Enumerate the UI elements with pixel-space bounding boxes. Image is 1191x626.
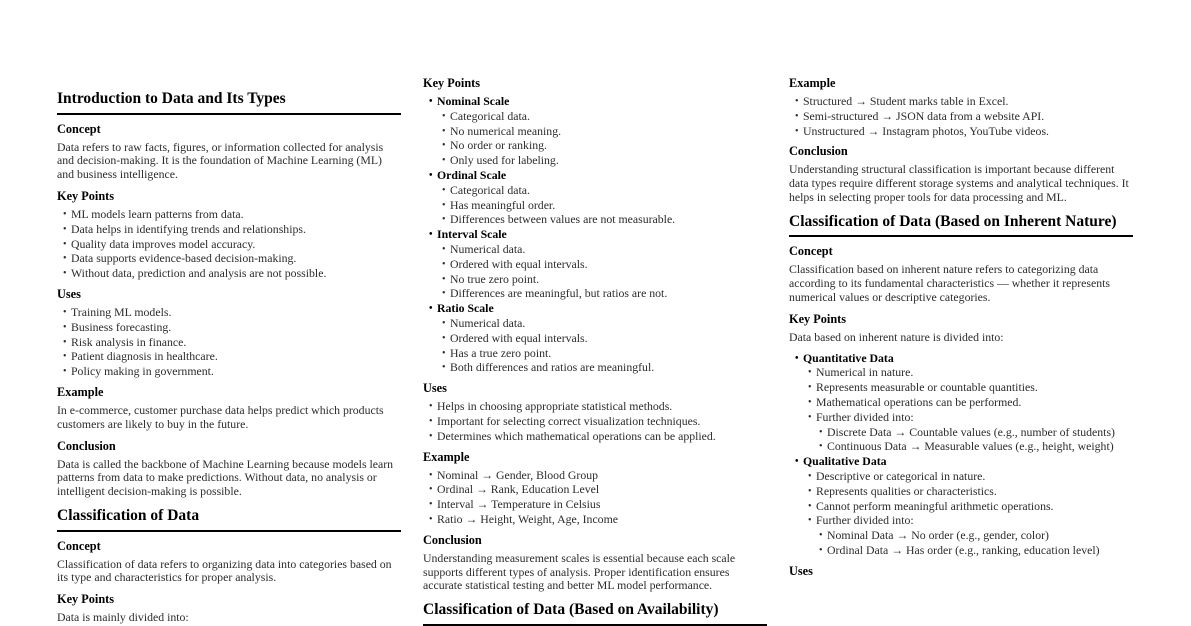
bullet-icon: • xyxy=(442,273,446,285)
list-item xyxy=(789,440,1133,454)
section-heading: Classification of Data (Based on Inherent Nature) xyxy=(789,213,1133,238)
list-item xyxy=(57,267,401,281)
list-item xyxy=(57,321,401,335)
bullet-icon: • xyxy=(442,155,446,167)
bullet-icon: • xyxy=(63,208,67,220)
list-item xyxy=(423,110,767,124)
list-item xyxy=(789,352,1133,366)
paragraph: Understanding structural classification is important because different data types require different storage systems and analytical techniques. It helps in selecting proper tools for data processing and ML. xyxy=(789,162,1129,204)
bullet-icon: • xyxy=(795,125,799,137)
bullet-icon: • xyxy=(429,96,433,107)
bullet-icon: • xyxy=(63,336,67,348)
list-item xyxy=(789,366,1133,380)
list-item-text: Without data, prediction and analysis are not possible. xyxy=(71,266,327,281)
list-item-text: No true zero point. xyxy=(450,271,540,286)
list-item-text: Has meaningful order. xyxy=(450,197,556,212)
bullet-icon: • xyxy=(795,456,799,468)
bullet-icon: • xyxy=(429,499,433,511)
bullet-icon: • xyxy=(442,362,446,374)
list-item xyxy=(423,139,767,153)
list-item xyxy=(423,317,767,331)
paragraph: Data is called the backbone of Machine Learning because models learn patterns from data to make predictions. Without data, no analysis or intelligent decision-making is possible. xyxy=(57,456,394,499)
bullet-icon: • xyxy=(442,258,446,270)
section-heading: Classification of Data xyxy=(57,507,401,532)
subsection-heading: Example xyxy=(423,449,470,464)
bullet-icon: • xyxy=(808,396,812,408)
bullet-icon: • xyxy=(429,484,433,496)
bullet-icon: • xyxy=(429,415,433,427)
list-item xyxy=(423,169,767,183)
bullet-icon: • xyxy=(808,485,812,497)
list-item-text: Unstructured → Instagram photos, YouTube videos. xyxy=(803,123,1049,138)
list-item xyxy=(423,430,767,444)
list-item-text: Has a true zero point. xyxy=(450,345,552,360)
bullet-icon: • xyxy=(808,470,812,482)
list-item-text: Data helps in identifying trends and relationships. xyxy=(71,221,306,236)
list-item xyxy=(57,336,401,350)
bullet-icon: • xyxy=(429,169,433,181)
list-item-text: No numerical meaning. xyxy=(450,123,562,138)
bullet-icon: • xyxy=(819,441,823,453)
bullet-icon: • xyxy=(795,96,799,107)
list-item-text: Data supports evidence-based decision-making. xyxy=(71,251,297,266)
list-item xyxy=(423,125,767,139)
list-item xyxy=(423,213,767,227)
bullet-icon: • xyxy=(442,243,446,255)
list-item-text: Quantitative Data xyxy=(803,350,894,365)
list-item xyxy=(423,228,767,242)
bullet-list xyxy=(57,306,401,379)
subsection-heading: Conclusion xyxy=(423,532,482,547)
subsection-heading: Key Points xyxy=(57,188,115,203)
paragraph: Classification based on inherent nature refers to categorizing data according to its fundamental characteristics — whether it represents numerical values or descriptive categories. xyxy=(789,262,1111,304)
bullet-list xyxy=(789,95,1133,138)
subsection-heading: Concept xyxy=(57,538,101,553)
bullet-icon: • xyxy=(63,223,67,235)
subsection-heading: Key Points xyxy=(57,592,115,607)
list-item xyxy=(789,396,1133,410)
bullet-icon: • xyxy=(429,513,433,525)
bullet-icon: • xyxy=(808,382,812,394)
list-item xyxy=(423,273,767,287)
list-item xyxy=(57,208,401,222)
list-item xyxy=(423,243,767,257)
list-item-text: Ordered with equal intervals. xyxy=(450,330,588,345)
list-item-text: Policy making in government. xyxy=(71,364,214,379)
list-item xyxy=(789,455,1133,469)
list-item xyxy=(57,252,401,266)
paragraph: Data based on inherent nature is divided into: xyxy=(789,329,1004,344)
list-item xyxy=(789,470,1133,484)
bullet-icon: • xyxy=(442,214,446,226)
bullet-icon: • xyxy=(63,238,67,250)
list-item-text: Patient diagnosis in healthcare. xyxy=(71,349,218,364)
bullet-icon: • xyxy=(808,500,812,512)
bullet-icon: • xyxy=(808,411,812,423)
list-item-text: Only used for labeling. xyxy=(450,153,559,168)
bullet-icon: • xyxy=(442,110,446,122)
list-item-text: Represents measurable or countable quantities. xyxy=(816,380,1038,395)
list-item-text: Quality data improves model accuracy. xyxy=(71,236,256,251)
subsection-heading: Uses xyxy=(57,286,81,301)
bullet-icon: • xyxy=(442,199,446,211)
text-column-1 xyxy=(57,0,401,626)
list-item xyxy=(57,238,401,252)
list-item xyxy=(423,302,767,316)
list-item xyxy=(423,498,767,512)
list-item-text: Both differences and ratios are meaningful. xyxy=(450,360,655,375)
list-item-text: Represents qualities or characteristics. xyxy=(816,483,997,498)
bullet-icon: • xyxy=(63,306,67,318)
list-item-text: Business forecasting. xyxy=(71,319,172,334)
list-item xyxy=(423,513,767,527)
subsection-heading: Conclusion xyxy=(789,144,848,159)
bullet-icon: • xyxy=(442,140,446,152)
list-item xyxy=(57,350,401,364)
list-item xyxy=(423,469,767,483)
list-item xyxy=(789,514,1133,528)
subsection-heading: Key Points xyxy=(423,76,481,90)
list-item xyxy=(789,411,1133,425)
list-item-text: Nominal Data → No order (e.g., gender, color) xyxy=(827,528,1049,543)
list-item xyxy=(789,381,1133,395)
list-item-text: Training ML models. xyxy=(71,304,172,319)
list-item xyxy=(423,95,767,109)
bullet-icon: • xyxy=(819,544,823,556)
bullet-icon: • xyxy=(429,303,433,315)
list-item-text: Differences between values are not measurable. xyxy=(450,212,676,227)
list-item-text: Structured → Student marks table in Excel. xyxy=(803,94,1009,108)
bullet-list xyxy=(423,469,767,527)
bullet-icon: • xyxy=(429,469,433,481)
list-item xyxy=(423,184,767,198)
list-item xyxy=(423,347,767,361)
bullet-icon: • xyxy=(442,288,446,300)
bullet-list xyxy=(57,208,401,281)
list-item-text: Differences are meaningful, but ratios are not. xyxy=(450,286,668,301)
bullet-icon: • xyxy=(63,366,67,378)
list-item-text: Categorical data. xyxy=(450,182,530,197)
bullet-icon: • xyxy=(63,268,67,280)
list-item-text: Determines which mathematical operations can be applied. xyxy=(437,428,716,443)
list-item xyxy=(789,485,1133,499)
bullet-icon: • xyxy=(63,321,67,333)
bullet-icon: • xyxy=(442,317,446,329)
list-item-text: Qualitative Data xyxy=(803,454,887,469)
text-column-2 xyxy=(423,0,767,626)
list-item xyxy=(789,544,1133,558)
list-item xyxy=(423,199,767,213)
list-item-text: Numerical in nature. xyxy=(816,365,914,380)
subsection-heading: Concept xyxy=(57,121,101,136)
bullet-icon: • xyxy=(819,426,823,438)
bullet-list xyxy=(423,95,767,375)
list-item-text: Categorical data. xyxy=(450,108,530,123)
list-item-text: ML models learn patterns from data. xyxy=(71,206,244,221)
list-item-text: Nominal Scale xyxy=(437,94,510,108)
list-item xyxy=(57,306,401,320)
subsection-heading: Conclusion xyxy=(57,438,116,453)
list-item-text: Nominal → Gender, Blood Group xyxy=(437,467,599,482)
bullet-list xyxy=(423,400,767,443)
bullet-icon: • xyxy=(795,110,799,122)
paragraph: Data refers to raw facts, figures, or information collected for analysis and decision-making. It is the foundation of Machine Learning (ML) and business intelligence. xyxy=(57,139,384,182)
list-item-text: Mathematical operations can be performed. xyxy=(816,394,1022,409)
bullet-icon: • xyxy=(808,515,812,527)
bullet-icon: • xyxy=(442,184,446,196)
subsection-heading: Example xyxy=(789,76,836,90)
bullet-icon: • xyxy=(429,430,433,442)
bullet-icon: • xyxy=(63,253,67,265)
paragraph: Understanding measurement scales is essential because each scale supports different types of analysis. Proper identification ensures accurate statistical testing and better ML model performance. xyxy=(423,550,736,593)
list-item xyxy=(789,125,1133,139)
bullet-icon: • xyxy=(795,352,799,364)
list-item-text: Ratio Scale xyxy=(437,301,494,316)
list-item-text: Cannot perform meaningful arithmetic operations. xyxy=(816,498,1054,513)
bullet-icon: • xyxy=(429,401,433,413)
list-item xyxy=(789,426,1133,440)
list-item-text: Interval → Temperature in Celsius xyxy=(437,497,601,512)
paragraph: Classification of data refers to organizing data into categories based on its type and characteristics for proper analysis. xyxy=(57,556,392,585)
list-item-text: Descriptive or categorical in nature. xyxy=(816,468,986,483)
list-item-text: Continuous Data → Measurable values (e.g., height, weight) xyxy=(827,439,1114,454)
list-item xyxy=(423,415,767,429)
list-item-text: Numerical data. xyxy=(450,315,526,330)
list-item-text: Numerical data. xyxy=(450,241,526,256)
list-item-text: Semi-structured → JSON data from a website API. xyxy=(803,108,1045,123)
list-item-text: Further divided into: xyxy=(816,513,914,528)
bullet-icon: • xyxy=(63,351,67,363)
bullet-icon: • xyxy=(429,229,433,241)
bullet-icon: • xyxy=(819,530,823,542)
list-item xyxy=(789,110,1133,124)
section-heading: Classification of Data (Based on Availability) xyxy=(423,601,767,626)
list-item-text: Risk analysis in finance. xyxy=(71,334,187,349)
list-item xyxy=(423,483,767,497)
list-item-text: Interval Scale xyxy=(437,227,507,242)
list-item xyxy=(423,400,767,414)
subsection-heading: Uses xyxy=(789,563,813,578)
list-item xyxy=(423,154,767,168)
section-heading: Introduction to Data and Its Types xyxy=(57,90,401,115)
list-item-text: Important for selecting correct visualization techniques. xyxy=(437,413,701,428)
list-item xyxy=(423,361,767,375)
subsection-heading: Concept xyxy=(789,244,833,259)
paragraph: Data is mainly divided into: xyxy=(57,610,189,625)
subsection-heading: Example xyxy=(57,384,104,399)
paragraph: In e-commerce, customer purchase data helps predict which products customers are likely to buy in the future. xyxy=(57,402,384,431)
list-item xyxy=(789,95,1133,109)
list-item xyxy=(423,258,767,272)
bullet-list xyxy=(789,352,1133,558)
list-item-text: Ordinal → Rank, Education Level xyxy=(437,482,600,497)
list-item-text: Ordinal Data → Has order (e.g., ranking, education level) xyxy=(827,542,1100,557)
text-column-3 xyxy=(789,0,1133,583)
list-item xyxy=(423,287,767,301)
list-item-text: Further divided into: xyxy=(816,409,914,424)
list-item-text: Ratio → Height, Weight, Age, Income xyxy=(437,511,618,526)
list-item-text: Ordered with equal intervals. xyxy=(450,256,588,271)
list-item xyxy=(423,332,767,346)
list-item xyxy=(789,500,1133,514)
bullet-icon: • xyxy=(442,125,446,137)
subsection-heading: Key Points xyxy=(789,311,847,326)
list-item-text: No order or ranking. xyxy=(450,138,547,153)
list-item xyxy=(57,223,401,237)
list-item-text: Helps in choosing appropriate statistical methods. xyxy=(437,399,673,414)
bullet-icon: • xyxy=(442,347,446,359)
bullet-icon: • xyxy=(808,367,812,379)
list-item xyxy=(57,365,401,379)
list-item-text: Ordinal Scale xyxy=(437,167,507,182)
list-item-text: Discrete Data → Countable values (e.g., number of students) xyxy=(827,424,1115,439)
list-item xyxy=(789,529,1133,543)
bullet-icon: • xyxy=(442,332,446,344)
subsection-heading: Uses xyxy=(423,381,447,396)
